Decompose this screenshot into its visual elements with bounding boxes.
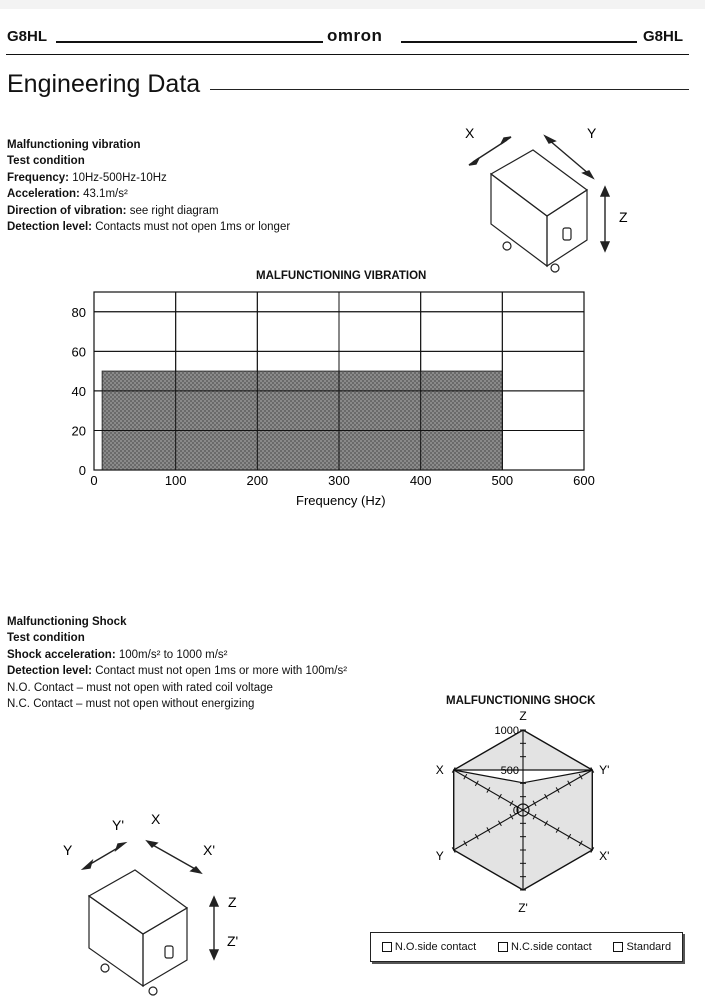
x-tick-label: 200 — [246, 473, 269, 488]
axis-y-label: Y — [63, 842, 73, 858]
vibration-test-condition: Test condition — [7, 155, 85, 168]
shock-legend — [370, 932, 683, 962]
shock-test-condition: Test condition — [7, 632, 85, 645]
legend-item: N.C.side contact — [498, 941, 592, 953]
x-tick-label: 300 — [328, 473, 350, 488]
relay-top-face — [89, 870, 187, 934]
header-left-code: G8HL — [7, 28, 48, 45]
legend-swatch — [382, 942, 392, 952]
vibration-text-block — [7, 137, 290, 235]
shock-relay-diagram — [55, 808, 255, 998]
shock-heading: Malfunctioning Shock — [7, 616, 127, 628]
shock-text-block — [7, 614, 347, 712]
radar-axis-label: Y' — [599, 763, 610, 777]
vibration-chart-title: MALFUNCTIONING VIBRATION — [256, 270, 427, 282]
x-tick-label: 500 — [491, 473, 514, 488]
legend-swatch — [613, 942, 623, 952]
axis-y-label: Y — [587, 125, 597, 141]
y-tick-label: 20 — [71, 423, 86, 439]
axis-z-label: Z — [619, 209, 628, 225]
radar-scale-label: 500 — [500, 765, 519, 777]
header-rule-right — [401, 41, 637, 43]
x-tick-label: 400 — [409, 473, 432, 488]
x-tick-label: 0 — [90, 473, 98, 488]
relay-pin — [551, 264, 559, 272]
shock-chart-title: MALFUNCTIONING SHOCK — [446, 695, 596, 707]
relay-pin — [101, 964, 109, 972]
axis-y-prime-label: Y' — [112, 817, 125, 833]
header-rule-left — [56, 41, 323, 43]
vibration-chart — [50, 280, 670, 520]
shock-chart — [430, 710, 650, 915]
legend-swatch — [498, 942, 508, 952]
y-tick-label: 0 — [78, 463, 86, 478]
top-strip — [0, 0, 705, 9]
y-tick-label: 80 — [71, 304, 86, 320]
radar-axis-label: Z — [519, 710, 527, 723]
vibration-operating-region — [102, 371, 502, 470]
shock-detection: Detection level: Contact must not open 1ms or more with 100m/s² — [7, 665, 348, 678]
x-tick-label: 100 — [164, 473, 187, 488]
relay-pin — [503, 242, 511, 250]
axis-z-prime-label: Z' — [227, 933, 239, 949]
shock-nc-contact: N.C. Contact – must not open without energizing — [7, 698, 255, 711]
axis-x-label: X — [151, 811, 161, 827]
x-tick-label: 600 — [573, 473, 595, 488]
relay-front-face — [89, 896, 143, 986]
legend-item: N.O.side contact — [382, 941, 476, 953]
legend-item: Standard — [613, 941, 671, 953]
radar-axis-label: Z' — [518, 901, 528, 915]
radar-axis-label: Y — [435, 849, 444, 863]
vibration-heading: Malfunctioning vibration — [7, 139, 141, 151]
axis-z-label: Z — [228, 894, 237, 910]
radar-axis-label: X — [435, 763, 444, 777]
vibration-relay-diagram — [455, 118, 655, 278]
vibration-x-axis-label: Frequency (Hz) — [296, 493, 386, 508]
radar-axis-label: X' — [599, 849, 610, 863]
vibration-acceleration: Acceleration: 43.1m/s² — [7, 188, 128, 201]
y-tick-label: 40 — [71, 383, 86, 399]
brand-logo: omron — [327, 26, 383, 45]
relay-pin — [149, 987, 157, 995]
vibration-detection: Detection level: Contacts must not open 1ms or longer — [7, 221, 291, 234]
header-right-code: G8HL — [643, 28, 684, 45]
header-divider — [6, 54, 689, 55]
relay-mark — [165, 946, 173, 958]
vibration-direction: Direction of vibration: see right diagram — [7, 204, 219, 217]
page-title: Engineering Data — [7, 70, 201, 98]
relay-front-face — [491, 174, 547, 266]
y-tick-label: 60 — [71, 344, 86, 360]
relay-mark — [563, 228, 571, 240]
axis-x-label: X — [465, 125, 475, 141]
title-rule — [210, 89, 689, 90]
shock-acceleration: Shock acceleration: 100m/s² to 1000 m/s² — [7, 648, 228, 661]
vibration-frequency: Frequency: 10Hz-500Hz-10Hz — [7, 171, 167, 184]
radar-scale-label: 0 — [512, 805, 519, 817]
radar-scale-label: 1000 — [494, 725, 519, 737]
shock-no-contact: N.O. Contact – must not open with rated coil voltage — [7, 681, 273, 694]
axis-x-prime-label: X' — [203, 842, 216, 858]
